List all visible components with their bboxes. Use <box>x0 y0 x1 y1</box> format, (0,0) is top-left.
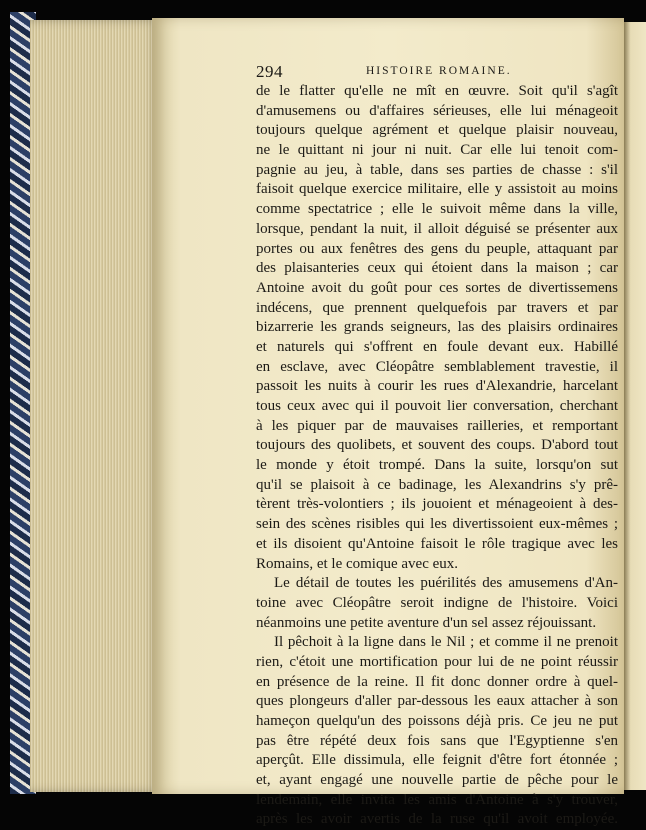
text-line: indécens, que prennent quelquefois par travers et par <box>256 299 618 316</box>
text-line: lorsque, pendant la nuit, il alloit déguisé se présenter aux <box>256 220 618 237</box>
page-block-edge <box>30 20 160 792</box>
text-line: aperçût. Elle dissimula, elle feignit d'être fort étonnée ; <box>256 752 618 769</box>
paragraph-start-line: Le détail de toutes les puérilités des amusemens d'An- <box>274 575 618 592</box>
text-line: le monde y étoit trompé. Dans la suite, lorsqu'on sut <box>256 457 618 474</box>
text-line: ne le quittant ni jour ni nuit. Car elle lui tenoit com- <box>256 142 618 159</box>
text-line: pagnie au jeu, à table, dans ses parties de chasse : s'il <box>256 161 618 178</box>
text-line: bizarrerie les grands seigneurs, las des plaisirs ordinaires <box>256 319 618 336</box>
text-line: et ils disoient qu'Antoine faisoit le rôle tragique avec les <box>256 535 618 552</box>
text-line: rien, c'étoit une mortification pour lui de ne point réussir <box>256 653 618 670</box>
text-line: et, ayant engagé une nouvelle partie de pêche pour le <box>256 772 618 789</box>
text-line: tous ceux avec qui il pouvoit lier conversation, cherchant <box>256 398 618 414</box>
text-line: qu'il se plaisoit à ce badinage, les Alexandrins s'y prê- <box>256 476 618 493</box>
text-line: et naturels qui s'offrent en foule devant eux. Habillé <box>256 338 618 355</box>
text-line: de le flatter qu'elle ne mît en œuvre. Soit qu'il s'agît <box>256 83 618 99</box>
text-line: hameçon quelqu'un des poissons déjà pris. Ce jeu ne put <box>256 713 618 729</box>
text-line: faisoit quelque exercice militaire, elle y assistoit au moins <box>256 181 618 198</box>
body-text <box>256 82 618 830</box>
facing-page-edge <box>624 22 646 790</box>
paragraph-end-line: Romains, et le comique avec eux. <box>256 555 459 572</box>
text-line: tèrent très-volontiers ; ils jouoient et ménageoient à des- <box>256 496 618 513</box>
text-line: après les avoir avertis de la ruse qu'il avoit employée. <box>256 811 618 828</box>
text-line: ques plongeurs d'aller par-dessous les eaux attacher à son <box>256 693 618 710</box>
text-line: en esclave, avec Cléopâtre semblablement travestie, il <box>256 358 618 375</box>
text-line: à les piquer par de mauvaises railleries, et remportant <box>256 417 618 434</box>
running-head <box>256 62 628 82</box>
text-line: comme spectatrice ; elle le suivoit même dans la ville, <box>256 201 618 218</box>
text-line: passoit les nuits à courir les rues d'Alexandrie, harcelant <box>256 378 618 395</box>
text-line: toine avec Cléopâtre seroit indigne de l'histoire. Voici <box>256 594 618 611</box>
text-line: lendemain, elle invita les amis d'Antoine à s'y trouver, <box>256 791 618 808</box>
running-head-title: HISTOIRE ROMAINE. <box>366 65 512 77</box>
text-line: pas être répété deux fois sans que l'Egyptienne s'en <box>256 732 618 749</box>
text-line: toujours des quolibets, et souvent des coups. D'abord tout <box>256 437 618 454</box>
text-line: portes ou aux fenêtres des gens du peuple, attaquant par <box>256 240 618 257</box>
text-line: sein des scènes risibles qui les divertissoient eux-mêmes ; <box>256 516 618 533</box>
paragraph-start-line: Il pêchoit à la ligne dans le Nil ; et comme il ne prenoit <box>274 634 618 651</box>
text-line: toujours quelque agrément et quelque plaisir nouveau, <box>256 122 618 139</box>
text-line: d'amusemens ou d'affaires sérieuses, elle lui ménageoit <box>256 102 618 119</box>
text-line: Antoine avoit du goût pour ces sortes de divertissemens <box>256 279 618 296</box>
text-line: des plaisanteries ceux qui étoient dans la maison ; car <box>256 260 618 277</box>
text-line: en présence de la reine. Il fit donc donner ordre à quel- <box>256 673 618 690</box>
paragraph-end-line: néanmoins une petite aventure d'un sel assez réjouissant. <box>256 614 597 631</box>
page-number: 294 <box>256 62 283 81</box>
